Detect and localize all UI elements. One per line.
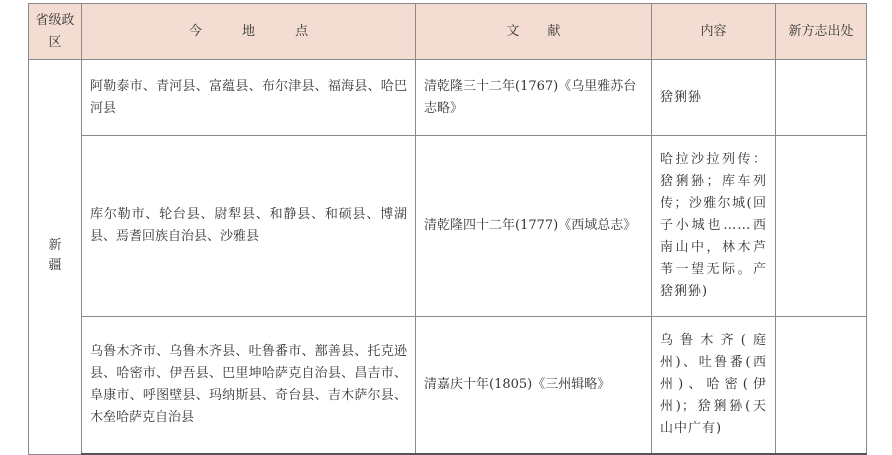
- header-gazetteer: 新方志出处: [776, 4, 867, 60]
- table-row: [29, 60, 867, 136]
- header-province: 省级政区: [29, 4, 82, 60]
- location-cell: 阿勒泰市、青河县、富蕴县、布尔津县、福海县、哈巴河县: [82, 60, 416, 136]
- source-cell: 清乾隆三十二年(1767)《乌里雅苏台志略》: [416, 60, 652, 136]
- content-cell: 哈拉沙拉列传：猞猁狲；库车列传；沙雅尔城(回子小城也……西南山中，林木芦苇一望无际。产猞猁狲): [652, 136, 776, 317]
- gazetteer-cell: [776, 136, 867, 317]
- content-cell: 猞猁狲: [652, 60, 776, 136]
- gazetteer-cell: [776, 60, 867, 136]
- province-name: 新疆: [48, 238, 62, 274]
- table-row: [29, 136, 867, 317]
- header-content: 内容: [652, 4, 776, 60]
- records-table: [28, 3, 867, 455]
- content-cell: 乌鲁木齐(庭州)、吐鲁番(西州)、哈密(伊州)；猞猁狲(天山中广有): [652, 317, 776, 455]
- gazetteer-cell: [776, 317, 867, 455]
- source-cell: 清乾隆四十二年(1777)《西域总志》: [416, 136, 652, 317]
- location-cell: 乌鲁木齐市、乌鲁木齐县、吐鲁番市、鄯善县、托克逊县、哈密市、伊吾县、巴里坤哈萨克自治县、昌吉市、阜康市、呼图壁县、玛纳斯县、奇台县、吉木萨尔县、木垒哈萨克自治县: [82, 317, 416, 455]
- location-cell: 库尔勒市、轮台县、尉犁县、和静县、和硕县、博湖县、焉耆回族自治县、沙雅县: [82, 136, 416, 317]
- header-row: [29, 4, 867, 60]
- province-cell: [29, 60, 82, 455]
- source-cell: 清嘉庆十年(1805)《三州辑略》: [416, 317, 652, 455]
- header-location: 今 地 点: [82, 4, 416, 60]
- header-source: 文 献: [416, 4, 652, 60]
- table-row: [29, 317, 867, 455]
